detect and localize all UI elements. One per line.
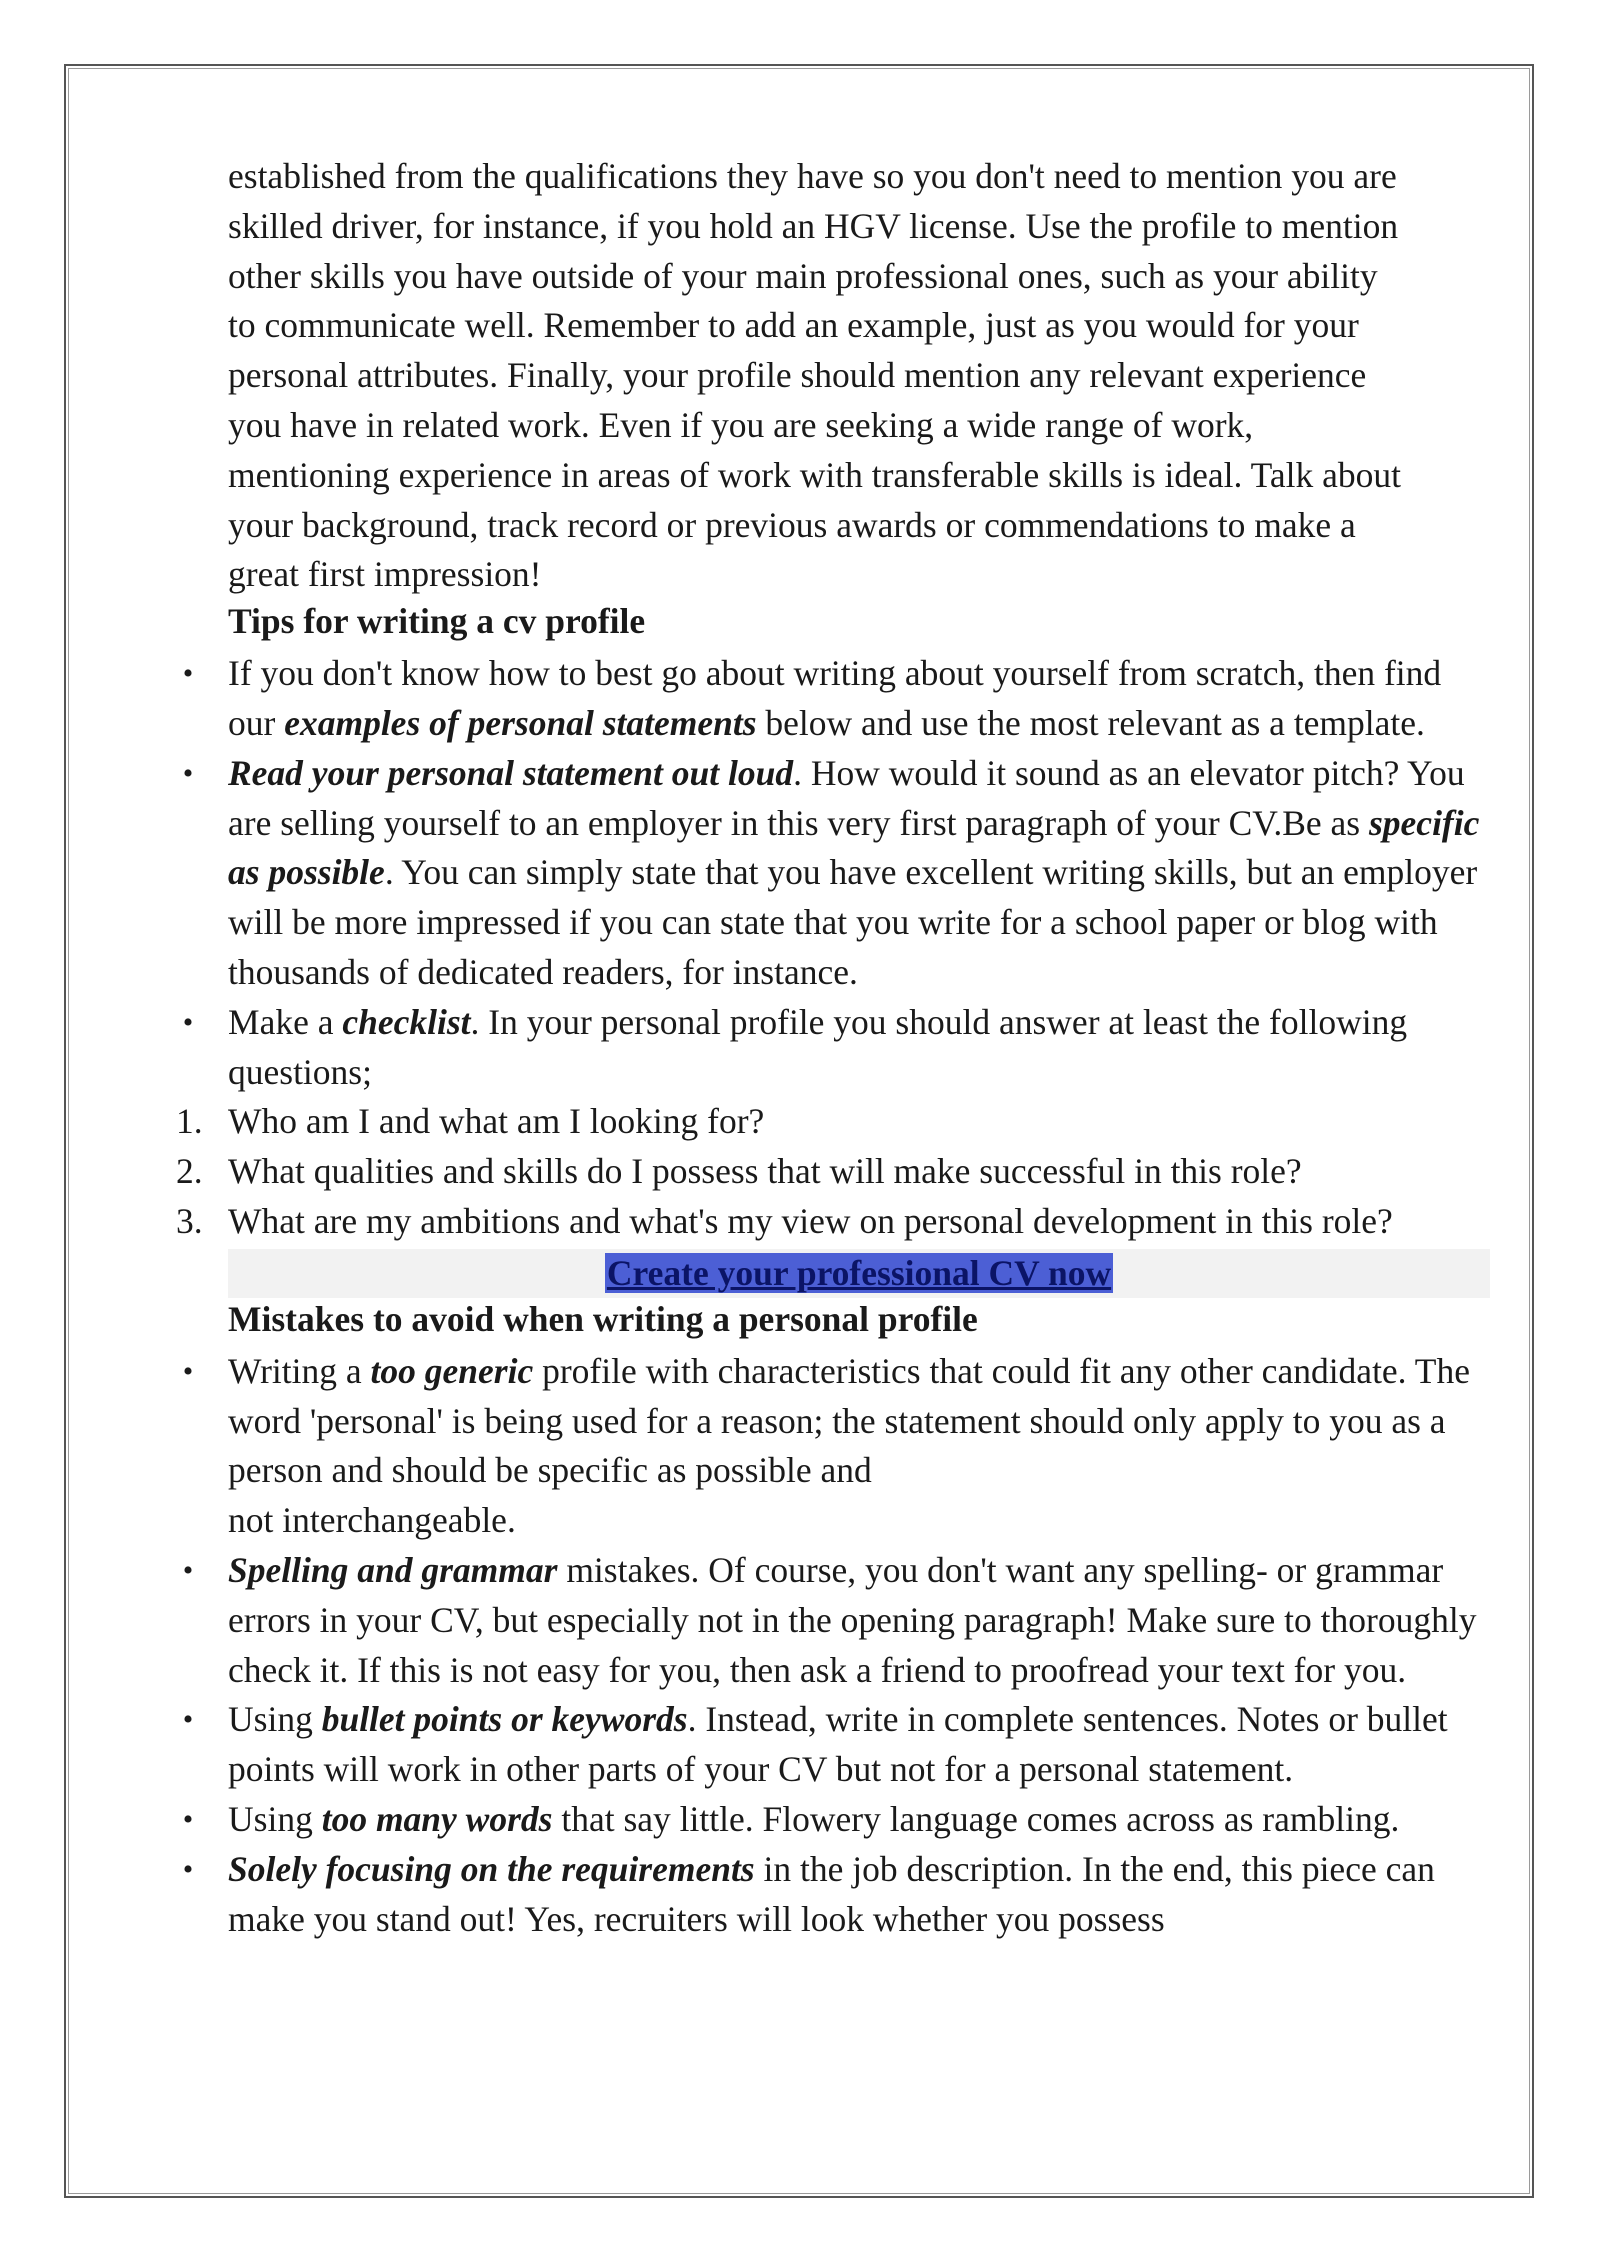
emphasis-text: checklist <box>342 1001 471 1042</box>
create-cv-link[interactable]: Create your professional CV now <box>606 1252 1112 1293</box>
list-item: • Solely focusing on the requirements in the job description. In the end, this piece can make you stand out! Yes, recruiters will look whether you possess <box>228 1845 1492 1945</box>
list-number: 1. <box>176 1101 203 1142</box>
intro-line: your background, track record or previous awards or commendations to make a <box>228 504 1356 545</box>
intro-paragraph <box>228 152 1492 600</box>
list-item: • Using too many words that say little. Flowery language comes across as rambling. <box>228 1795 1492 1845</box>
intro-line: other skills you have outside of your main professional ones, such as your ability <box>228 255 1378 296</box>
bullet-icon: • <box>182 1703 194 1737</box>
bullet-icon: • <box>182 657 194 691</box>
list-item: • Writing a too generic profile with characteristics that could fit any other candidate. The word 'personal' is being used for a reason; the statement should only apply to you as a person and should be specific as possible and not interchangeable. <box>228 1347 1492 1546</box>
cta-bar <box>228 1249 1490 1298</box>
emphasis-text: bullet points or keywords <box>321 1699 688 1740</box>
intro-line: to communicate well. Remember to add an example, just as you would for your <box>228 305 1359 346</box>
emphasis-text: Read your personal statement out loud <box>228 752 794 793</box>
list-item: 2. What qualities and skills do I possess that will make successful in this role? <box>228 1147 1492 1197</box>
list-item: • Spelling and grammar mistakes. Of course, you don't want any spelling- or grammar errors in your CV, but especially not in the opening paragraph! Make sure to thoroughly check it. If this is not easy for you, then ask a friend to proofread your text for you. <box>228 1546 1492 1695</box>
emphasis-text: Solely focusing on the requirements <box>228 1848 755 1889</box>
list-item: • Using bullet points or keywords. Instead, write in complete sentences. Notes or bullet points will work in other parts of your CV but not for a personal statement. <box>228 1695 1492 1795</box>
list-number: 3. <box>176 1200 203 1241</box>
tips-heading: Tips for writing a cv profile <box>228 601 646 642</box>
bullet-icon: • <box>182 1852 194 1886</box>
emphasis-text: examples of personal statements <box>284 702 757 743</box>
list-item: 3. What are my ambitions and what's my view on personal development in this role? <box>228 1197 1492 1247</box>
intro-line: great first impression! <box>228 554 542 595</box>
intro-line: personal attributes. Finally, your profile should mention any relevant experience <box>228 355 1367 396</box>
bullet-icon: • <box>182 1802 194 1836</box>
list-item: • Read your personal statement out loud. How would it sound as an elevator pitch? You are selling yourself to an employer in this very first paragraph of your CV.Be as specific as possible. You can simply state that you have excellent writing skills, but an employer will be more impressed if you can state that you write for a school paper or blog with thousands of dedicated readers, for instance. <box>228 749 1492 998</box>
list-number: 2. <box>176 1151 203 1192</box>
list-item: • If you don't know how to best go about writing about yourself from scratch, then find our examples of personal statements below and use the most relevant as a template. <box>228 649 1492 749</box>
emphasis-text: too many words <box>321 1798 553 1839</box>
questions-list <box>176 1097 1492 1246</box>
intro-line: established from the qualifications they have so you don't need to mention you are <box>228 156 1397 196</box>
bullet-icon: • <box>182 1354 194 1388</box>
emphasis-text: specific as possible <box>228 802 1480 893</box>
mistakes-heading: Mistakes to avoid when writing a personal profile <box>228 1298 978 1339</box>
intro-line: skilled driver, for instance, if you hold an HGV license. Use the profile to mention <box>228 205 1399 246</box>
bullet-icon: • <box>182 756 194 790</box>
bullet-icon: • <box>182 1553 194 1587</box>
intro-line: mentioning experience in areas of work with transferable skills is ideal. Talk about <box>228 454 1401 495</box>
emphasis-text: Spelling and grammar <box>228 1549 558 1590</box>
emphasis-text: too generic <box>370 1350 534 1391</box>
list-item: • Make a checklist. In your personal profile you should answer at least the following questions; <box>228 998 1492 1098</box>
tips-list <box>182 649 1492 1097</box>
document-body <box>176 152 1492 1944</box>
mistakes-list <box>182 1347 1492 1945</box>
intro-line: you have in related work. Even if you are seeking a wide range of work, <box>228 404 1254 445</box>
list-item: 1. Who am I and what am I looking for? <box>228 1097 1492 1147</box>
bullet-icon: • <box>182 1005 194 1039</box>
